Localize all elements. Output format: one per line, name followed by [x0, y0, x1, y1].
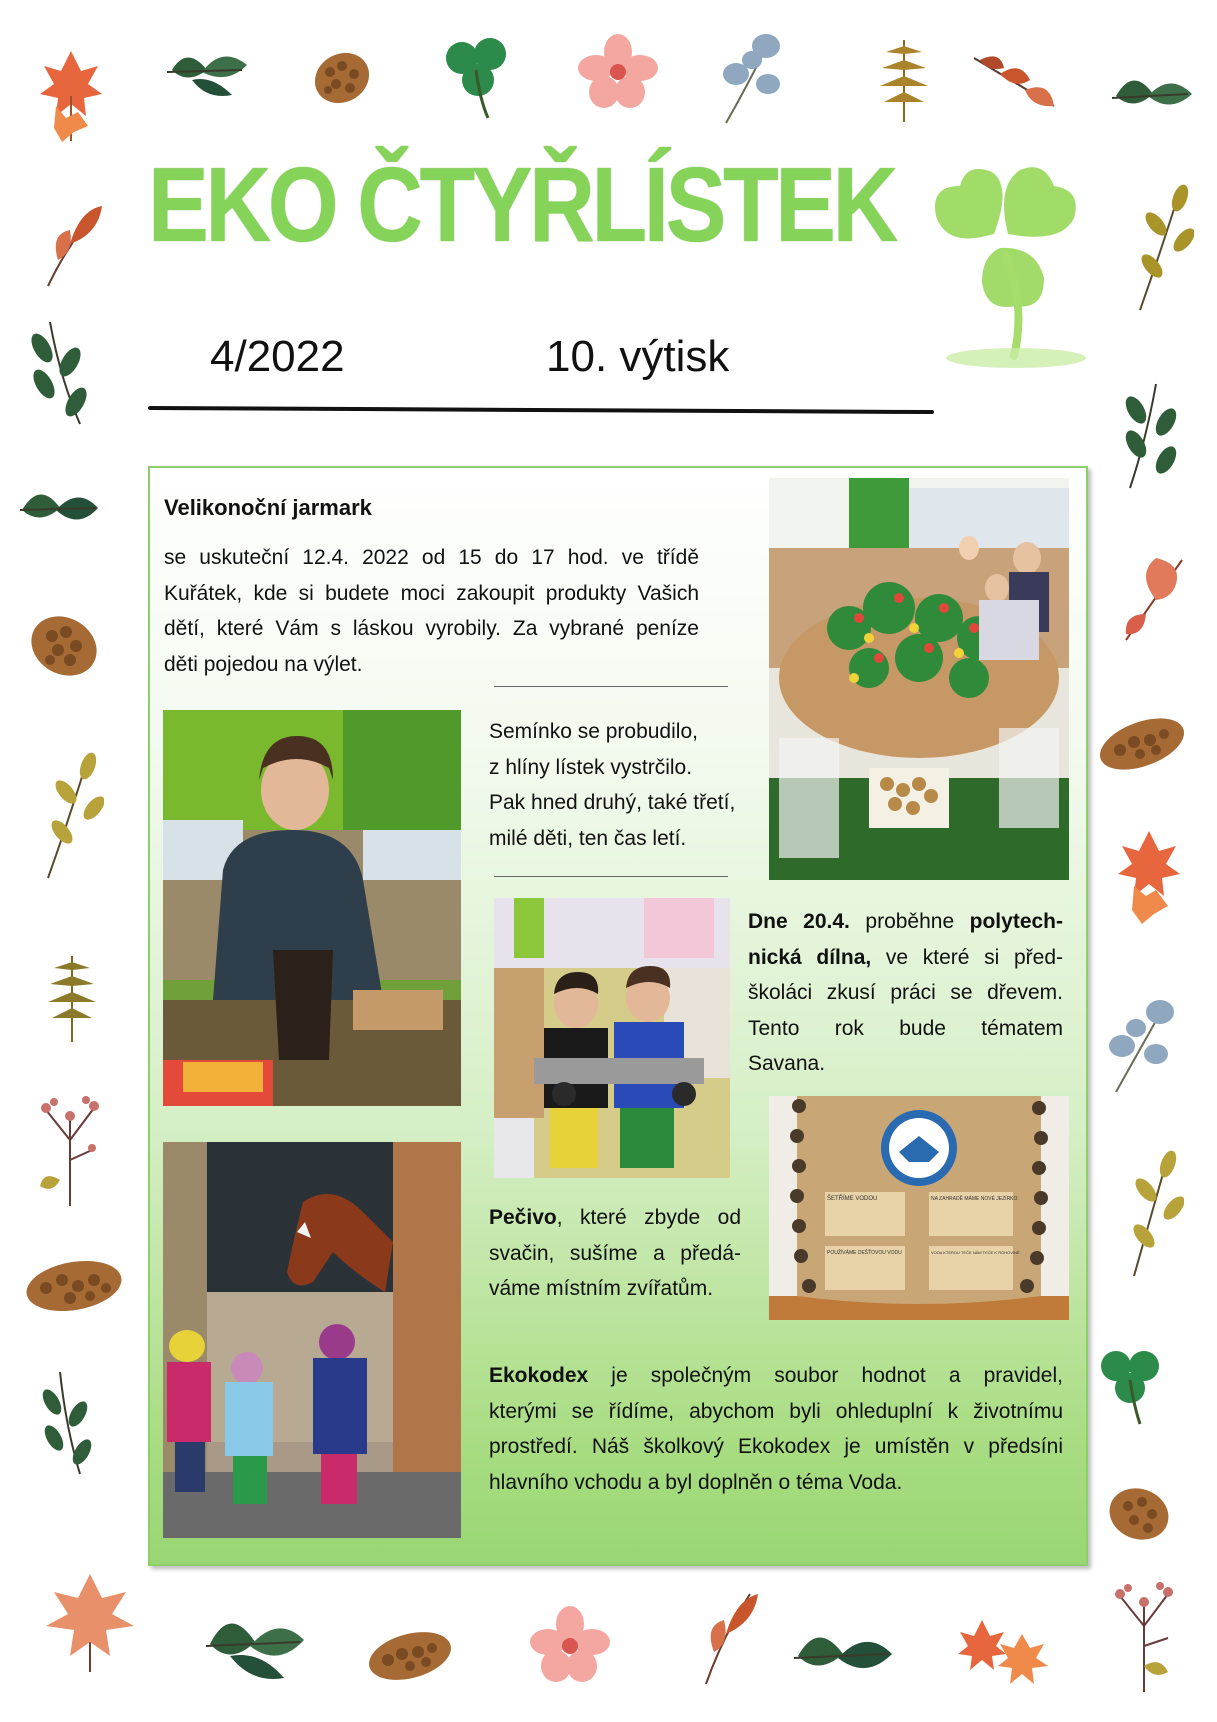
poem-top-divider — [494, 686, 728, 687]
green-sprig-icon — [1116, 380, 1186, 492]
pecivo-line — [489, 1200, 741, 1236]
green-leaves-icon — [1108, 66, 1194, 126]
board-card-label: NA ZAHRADĚ MÁME NOVÉ JEZÍRKO — [931, 1196, 1018, 1202]
photo-boys-wooden-toy — [494, 898, 730, 1178]
green-leaves-icon — [162, 40, 252, 100]
pecivo-line: váme místním zvířatům. — [489, 1277, 714, 1300]
autumn-leaf-icon — [40, 1564, 140, 1674]
autumn-leaf-icon — [1116, 554, 1192, 644]
clover-icon — [1094, 1340, 1170, 1426]
dried-flower-icon — [30, 1090, 110, 1208]
pecivo-line: svačin, sušíme a předá- — [489, 1241, 741, 1265]
pinecone-icon — [20, 1254, 128, 1316]
green-leaves-icon — [18, 480, 100, 538]
clover-icon — [440, 30, 514, 120]
photo-ekokodex-board — [769, 1096, 1069, 1320]
poem-line: Pak hned druhý, také třetí, — [489, 791, 736, 814]
jarmark-line: děti pojedou na výlet. — [164, 652, 363, 676]
eucalyptus-icon — [706, 28, 788, 128]
board-card-label: VODA KTEROU TEČE NÁM TEČE K ROHOVINĚ — [931, 1250, 1020, 1255]
issue-date: 4/2022 — [210, 332, 345, 381]
issue-number: 10. výtisk — [546, 332, 730, 381]
pecivo-keyword: Pečivo — [489, 1206, 557, 1229]
dilna-date: Dne 20.4. — [748, 910, 850, 933]
poem-line: Semínko se probudilo, — [489, 720, 698, 743]
fern-icon — [876, 34, 932, 124]
pecivo-text — [489, 1200, 741, 1307]
pink-flower-icon — [530, 1606, 610, 1686]
dilna-text-fragment: ve které si před- — [871, 945, 1063, 969]
autumn-leaves-icon — [36, 46, 106, 146]
board-card-label: ŠETŘÍME VODOU — [827, 1196, 878, 1202]
pinecone-icon — [1094, 712, 1190, 776]
dilna-line — [748, 904, 1063, 940]
ekokodex-line — [489, 1358, 1063, 1394]
autumn-leaves-icon — [1114, 826, 1184, 926]
yellow-leaf-sprig-icon — [38, 752, 104, 882]
green-sprig-icon — [30, 1368, 96, 1478]
autumn-twig-icon — [970, 50, 1060, 114]
pink-flower-icon — [578, 34, 658, 110]
jarmark-text — [164, 540, 699, 682]
watercolor-clover-icon — [916, 146, 1096, 372]
yellow-leaf-sprig-icon — [1130, 184, 1194, 314]
board-card-label: POUŽÍVÁME DEŠŤOVOU VODU — [827, 1250, 902, 1256]
photo-girl-planting — [163, 710, 461, 1106]
dilna-text-fragment: proběhne — [849, 910, 970, 933]
ekokodex-text — [489, 1358, 1063, 1500]
dilna-line — [748, 940, 1063, 976]
green-leaves-icon — [788, 1620, 898, 1692]
ekokodex-keyword: Ekokodex — [489, 1364, 589, 1387]
jarmark-line: se uskuteční 12.4. 2022 od 15 do 17 hod. ve třídě — [164, 546, 699, 569]
photo-easter-table — [769, 478, 1069, 880]
green-leaves-icon — [200, 1604, 310, 1684]
pinecone-icon — [308, 42, 376, 110]
dilna-text — [748, 904, 1063, 1082]
ekokodex-line: kterými se řídíme, abychom byli ohleduplní k životnímu — [489, 1399, 1063, 1423]
pinecone-icon — [364, 1626, 456, 1686]
poem-line: z hlíny lístek vystrčilo. — [489, 755, 693, 779]
autumn-leaf-icon — [692, 1588, 762, 1688]
ekokodex-text-fragment: je společným soubor hodnot a pravidel, — [588, 1364, 1063, 1387]
dilna-title-start: polytech- — [969, 910, 1063, 933]
dilna-line: školáci zkusí práci se dřevem. — [748, 981, 1063, 1004]
fern-icon — [44, 952, 100, 1044]
dilna-line: Tento rok bude tématem — [748, 1016, 1063, 1040]
ekokodex-line: prostředí. Náš školkový Ekokodex je umístěn v předsíni — [489, 1435, 1063, 1458]
poem-line: milé děti, ten čas letí. — [489, 826, 687, 850]
autumn-leaf-icon — [40, 200, 106, 290]
yellow-leaf-sprig-icon — [1120, 1150, 1184, 1280]
ekokodex-line: hlavního vchodu a byl doplněn o téma Voda. — [489, 1470, 903, 1494]
jarmark-line: dětí, které Vám s láskou vyrobily. Za vybrané peníze — [164, 617, 699, 640]
photo-children-horse — [163, 1142, 461, 1538]
green-sprig-icon — [20, 318, 90, 428]
dried-flower-icon — [1104, 1576, 1186, 1694]
newsletter-title: EKO ČTYŘLÍSTEK — [148, 146, 896, 264]
pinecone-icon — [24, 606, 104, 686]
dilna-line: Savana. — [748, 1052, 826, 1075]
poem-bottom-divider — [494, 876, 728, 877]
poem — [489, 714, 757, 856]
autumn-leaves-icon — [956, 1614, 1052, 1694]
eucalyptus-icon — [1096, 996, 1182, 1096]
pinecone-icon — [1104, 1478, 1174, 1548]
dilna-title-end: nická dílna, — [748, 945, 872, 969]
header-divider — [148, 406, 934, 414]
jarmark-heading: Velikonoční jarmark — [164, 495, 372, 520]
pecivo-text-fragment: , které zbyde od — [556, 1206, 741, 1229]
jarmark-line: Kuřátek, kde si budete moci zakoupit produkty Vašich — [164, 581, 699, 605]
